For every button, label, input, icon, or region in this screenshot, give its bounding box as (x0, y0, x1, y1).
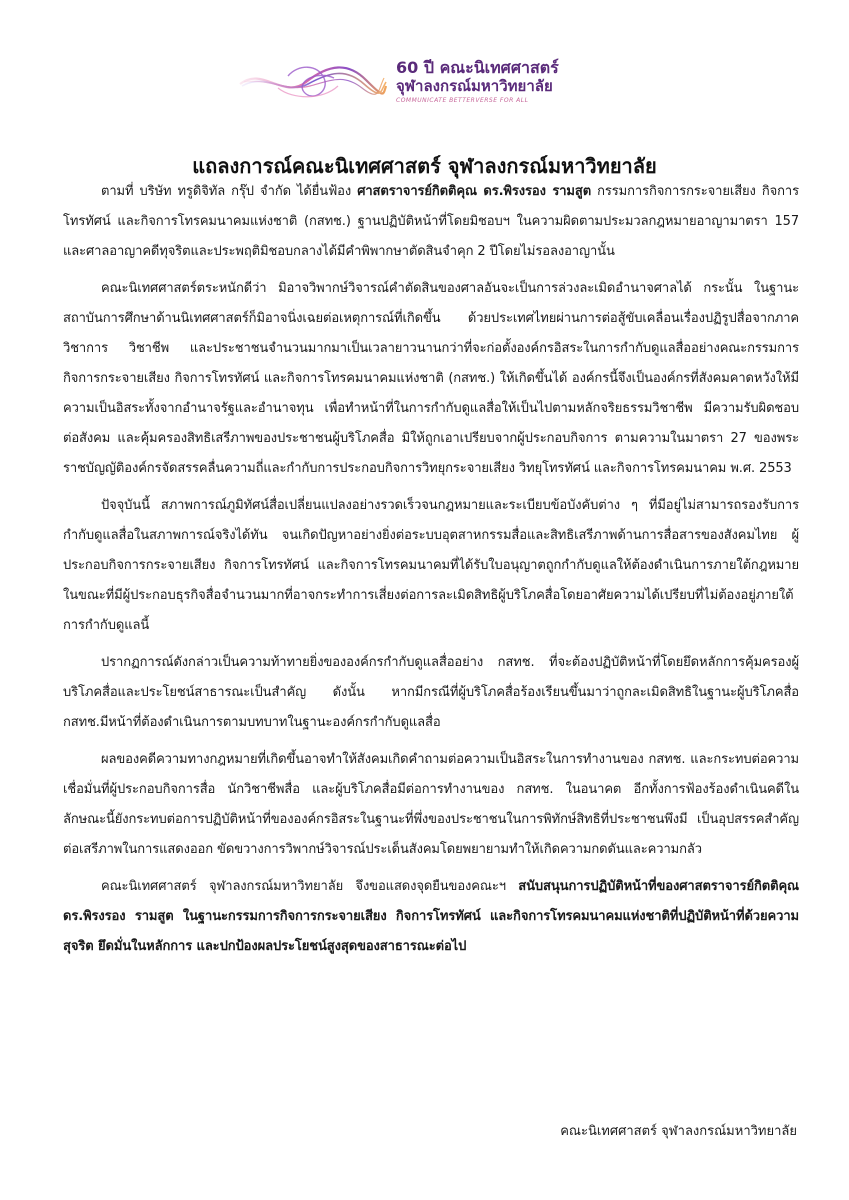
paragraph-1-bold-name: ศาสตราจารย์กิตติคุณ ดร.พิรงรอง รามสูต (357, 184, 592, 199)
paragraph-4: ปรากฏการณ์ดังกล่าวเป็นความท้าทายยิ่งขององค์กรกำกับดูแลสื่ออย่าง กสทช. ที่จะต้องปฏิบัติหน้าที่โดยยึดหลักการคุ้มครองผู้บริโภคสื่อและประโยชน์สาธารณะเป็นสำคัญ ดังนั้น หากมีกรณีที่ผู้บริโภคสื่อร้องเรียนขึ้นมาว่าถูกละเมิดสิทธิในฐานะผู้บริโภคสื่อ กสทช.มีหน้าที่ต้องดำเนินการตามบทบาทในฐานะองค์กรกำกับดูแลสื่อ (63, 655, 799, 730)
document-body (63, 177, 799, 969)
logo-wave-icon (238, 56, 388, 108)
paragraph-3: ปัจจุบันนี้ สภาพการณ์ภูมิทัศน์สื่อเปลี่ยนแปลงอย่างรวดเร็วจนกฎหมายและระเบียบข้อบังคับต่าง ๆ ที่มีอยู่ไม่สามารถรองรับการกำกับดูแลสื่อในสภาพการณ์จริงได้ทัน จนเกิดปัญหาอย่างยิ่งต่อระบบอุตสาหกรรมสื่อและสิทธิเสรีภาพด้านการสื่อสารของสังคมไทย ผู้ประกอบกิจการกระจายเสียง กิจการโทรทัศน์ และกิจการโทรคมนาคมที่ได้รับใบอนุญาตถูกกำกับดูแลให้ต้องดำเนินการภายใต้กฎหมาย ในขณะที่มีผู้ประกอบธุรกิจสื่อจำนวนมากที่อาจกระทำการเสี่ยงต่อการละเมิดสิทธิผู้บริโภคสื่อโดยอาศัยความได้เปรียบที่ไม่ต้องอยู่ภายใต้การกำกับดูแลนี้ (63, 498, 799, 633)
paragraph-2: คณะนิเทศศาสตร์ตระหนักดีว่า มิอาจวิพากษ์วิจารณ์คำตัดสินของศาลอันจะเป็นการล่วงละเมิดอำนาจศาลได้ กระนั้น ในฐานะสถาบันการศึกษาด้านนิเทศศาสตร์ก็มิอาจนิ่งเฉยต่อเหตุการณ์ที่เกิดขึ้น ด้วยประเทศไทยผ่านการต่อสู้ขับเคลื่อนเรื่องปฏิรูปสื่อจากภาควิชาการ วิชาชีพ และประชาชนจำนวนมากมาเป็นเวลายาวนานกว่าที่จะก่อตั้งองค์กรอิสระในการกำกับดูแลสื่ออย่างคณะกรรมการกิจการกระจายเสียง กิจการโทรทัศน์ และกิจการโทรคมนาคมแห่งชาติ (กสทช.) ให้เกิดขึ้นได้ องค์กรนี้จึงเป็นองค์กรที่สังคมคาดหวังให้มีความเป็นอิสระทั้งจากอำนาจรัฐและอำนาจทุน เพื่อทำหน้าที่ในการกำกับดูแลสื่อให้เป็นไปตามหลักจริยธรรมวิชาชีพ มีความรับผิดชอบต่อสังคม และคุ้มครองสิทธิเสรีภาพของประชาชนผู้บริโภคสื่อ มิให้ถูกเอาเปรียบจากผู้ประกอบกิจการ ตามความในมาตรา 27 ของพระราชบัญญัติองค์กรจัดสรรคลื่นความถี่และกำกับการประกอบกิจการวิทยุกระจายเสียง วิทยุโทรทัศน์ และกิจการโทรคมนาคม พ.ศ. 2553 (63, 281, 799, 476)
paragraph-1 (63, 177, 799, 267)
faculty-logo (238, 50, 578, 114)
paragraph-6-bold-statement: สนับสนุนการปฏิบัติหน้าที่ของศาสตราจารย์กิตติคุณ ดร.พิรงรอง รามสูต ในฐานะกรรมการกิจการกระจายเสียง กิจการโทรทัศน์ และกิจการโทรคมนาคมแห่งชาติที่ปฏิบัติหน้าที่ด้วยความสุจริต ยึดมั่นในหลักการ และปกป้องผลประโยชน์สูงสุดของสาธารณะต่อไป (63, 879, 799, 954)
paragraph-6 (63, 872, 799, 962)
logo-university: จุฬาลงกรณ์มหาวิทยาลัย (396, 77, 553, 95)
logo-title: 60 ปี คณะนิเทศศาสตร์ (396, 58, 559, 77)
signature: คณะนิเทศศาสตร์ จุฬาลงกรณ์มหาวิทยาลัย (560, 1124, 797, 1139)
paragraph-6-text-a: คณะนิเทศศาสตร์ จุฬาลงกรณ์มหาวิทยาลัย จึงขอแสดงจุดยืนของคณะฯ (101, 879, 519, 894)
paragraph-1-text-a: ตามที่ บริษัท ทรูดิจิทัล กรุ๊ป จำกัด ได้ยื่นฟ้อง (101, 184, 358, 199)
paragraph-1-text-c: กรรมการกิจการกระจายเสียง กิจการโทรทัศน์ และกิจการโทรคมนาคมแห่งชาติ (กสทช.) ฐานปฏิบัติหน้าที่โดยมิชอบฯ ในความผิดตามประมวลกฎหมายอาญามาตรา 157 และศาลอาญาคดีทุจริตและประพฤติมิชอบกลางได้มีคำพิพากษาตัดสินจำคุก 2 ปีโดยไม่รอลงอาญานั้น (63, 184, 800, 259)
logo-text (396, 58, 586, 106)
logo-tagline: COMMUNICATE BETTERVERSE FOR ALL (396, 97, 529, 104)
document-title: แถลงการณ์คณะนิเทศศาสตร์ จุฬาลงกรณ์มหาวิทยาลัย (192, 154, 657, 178)
paragraph-5: ผลของคดีความทางกฎหมายที่เกิดขึ้นอาจทำให้สังคมเกิดคำถามต่อความเป็นอิสระในการทำงานของ กสทช. และกระทบต่อความเชื่อมั่นที่ผู้ประกอบกิจการสื่อ นักวิชาชีพสื่อ และผู้บริโภคสื่อมีต่อการทำงานของ กสทช. ในอนาคต อีกทั้งการฟ้องร้องดำเนินคดีในลักษณะนี้ยังกระทบต่อการปฏิบัติหน้าที่ขององค์กรอิสระในฐานะที่พึ่งของประชาชนในการพิทักษ์สิทธิที่ประชาชนพึงมี เป็นอุปสรรคสำคัญต่อเสรีภาพในการแสดงออก ขัดขวางการวิพากษ์วิจารณ์ประเด็นสังคมโดยพยายามทำให้เกิดความกดดันและความกลัว (63, 752, 799, 857)
